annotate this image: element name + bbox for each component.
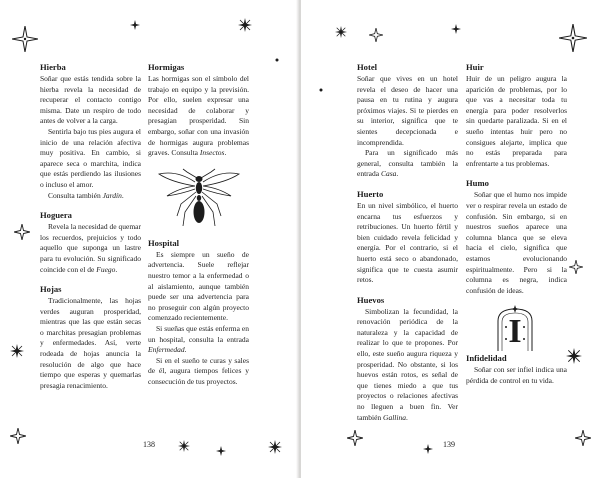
entry-huevos bbox=[357, 295, 458, 424]
outline-star-icon bbox=[569, 260, 583, 274]
four-point-star-icon bbox=[559, 24, 587, 52]
entry-hojas bbox=[40, 284, 141, 391]
right-column-2 bbox=[466, 62, 567, 395]
entry-text: Simbolizan la fecundidad, la renovación periódica de la naturaleza y la capacidad de realizar lo que te propones. Por ello, este sueño augura riqueza y prosperidad. No obstante, si los huevos están rotos, es señal de que tienes miedo a que tus proyectos o relaciones afectivas no lleguen a buen fin. Ver también Gallina. bbox=[357, 306, 458, 422]
entry-term: Hojas bbox=[40, 284, 62, 295]
dot-star-icon bbox=[275, 58, 279, 62]
entry-text: Soñar que vives en un hotel revela el deseo de hacer una pausa en tu rutina y augura próximos viajes. Si te pierdes en su interior, significa que te sientes decepcionada e incomprendida. bbox=[357, 74, 458, 147]
entry-hierba bbox=[40, 62, 141, 201]
outline-star-icon bbox=[575, 430, 591, 446]
entry-hospital bbox=[148, 238, 249, 388]
outline-star-icon bbox=[347, 430, 363, 446]
star-burst-icon bbox=[335, 26, 347, 38]
entry-text: Si sueñas que estás enferma en un hospital, consulta la entrada Enfermedad. bbox=[148, 323, 249, 355]
entry-huir bbox=[466, 62, 567, 169]
right-column-1 bbox=[357, 62, 458, 432]
entry-hotel bbox=[357, 62, 458, 180]
entry-text: Las hormigas son el símbolo del trabajo en equipo y la previsión. Por ello, suelen expresar una necesidad de colaborar y presagian prosperidad. Sin embargo, soñar con una invasión de hormigas augura problemas graves. Consulta Insectos. bbox=[148, 74, 249, 158]
entry-text: Si en el sueño te curas y sales de él, augura tiempos felices y consecución de tus proyectos. bbox=[148, 355, 249, 386]
entry-text: Para un significado más general, consulta también la entrada Casa. bbox=[357, 148, 458, 179]
star-burst-icon bbox=[566, 348, 582, 364]
left-column-2 bbox=[148, 62, 249, 396]
four-point-star-icon bbox=[12, 26, 38, 52]
entry-term: Hotel bbox=[357, 62, 378, 72]
entry-hormigas bbox=[148, 62, 249, 159]
dot-star-icon bbox=[319, 88, 323, 92]
star-burst-icon bbox=[238, 18, 252, 32]
entry-text: Soñar con ser infiel indica una pérdida de control en tu vida. bbox=[466, 365, 567, 385]
entry-text: Consulta también Jardín. bbox=[48, 190, 124, 200]
entry-term: Hospital bbox=[148, 237, 180, 248]
entry-term: Hoguera bbox=[40, 210, 72, 221]
page-number: 139 bbox=[443, 440, 455, 449]
entry-term: Humo bbox=[466, 178, 489, 189]
sparkle-icon bbox=[451, 24, 461, 34]
entry-term: Hormigas bbox=[148, 62, 185, 72]
page-number: 138 bbox=[143, 440, 155, 449]
star-burst-icon bbox=[268, 440, 282, 454]
star-burst-icon bbox=[178, 440, 190, 452]
entry-huerto bbox=[357, 189, 458, 286]
letter-i-ornament bbox=[466, 305, 567, 351]
left-page bbox=[0, 0, 299, 478]
entry-text: En un nivel simbólico, el huerto encarna tus esfuerzos y retribuciones. Un huerto fértil y bien cuidado revela felicidad y energía. Por el contrario, si el huerto está seco o abandonado, significa que te cuesta asumir retos. bbox=[357, 200, 458, 285]
entry-term: Hierba bbox=[40, 62, 66, 72]
entry-text: Soñar que el humo nos impide ver o respirar revela un estado de confusión. Sin embargo, si en nuestros sueños aparece una columna blanca que se eleva hacia el cielo, significa que estamos evolucionando espiritualmente. Pero si la columna es negra, indica confusión de ideas. bbox=[466, 190, 567, 295]
ant-illustration bbox=[157, 168, 241, 234]
outline-star-icon bbox=[369, 28, 383, 42]
entry-text: Tradicionalmente, las hojas verdes auguran prosperidad, mientras que las que están secas o marchitas presagian problemas y enfermedades. Así, verte rodeada de hojas anuncia la resolución de algo que hace tiempo que esperas y quemarlas presagia renacimiento. bbox=[40, 296, 141, 390]
sparkle-icon bbox=[130, 20, 140, 30]
sparkle-icon bbox=[423, 444, 433, 454]
right-page bbox=[301, 0, 600, 478]
star-burst-icon bbox=[10, 344, 24, 358]
entry-text: Sentirla bajo tus pies augura el inicio de una relación afectiva muy positiva. En cambio, si aparece seca o marchita, indica que estás perdiendo las ilusiones o incluso el amor. bbox=[40, 126, 141, 189]
entry-term: Huerto bbox=[357, 188, 384, 199]
entry-humo bbox=[466, 178, 567, 296]
entry-text: Soñar que estás tendida sobre la hierba revela la necesidad de recuperar el contacto contigo misma. Date un respiro de todo antes de volver a la carga. bbox=[40, 74, 141, 126]
entry-text: Revela la necesidad de quemar los recuerdos, prejuicios y todo aquello que suponga un lastre para tu evolución. Su significado coincide con el de Fuego. bbox=[40, 222, 141, 274]
left-column-1 bbox=[40, 62, 141, 400]
entry-text: Huir de un peligro augura la aparición de problemas, por lo que vas a necesitar toda tu energía para poder resolverlos sin quedarte paralizada. Si en el sueño intentas huir pero no consigues alejarte, implica que no estás preparada para enfrentarte a tus problemas. bbox=[466, 74, 567, 168]
entry-term: Huevos bbox=[357, 294, 385, 305]
sparkle-icon bbox=[216, 446, 226, 456]
section-letter: I bbox=[508, 313, 522, 351]
entry-infidelidad bbox=[466, 353, 567, 386]
entry-text: Es siempre un sueño de advertencia. Suele reflejar nuestro temor a la enfermedad o al aislamiento, aunque también puede ser una advertencia para no proseguir con algún proyecto comenzado recientemente. bbox=[148, 249, 249, 323]
entry-hoguera bbox=[40, 210, 141, 275]
outline-star-icon bbox=[14, 224, 30, 240]
entry-term: Infidelidad bbox=[466, 353, 507, 364]
entry-term: Huir bbox=[466, 62, 484, 72]
outline-star-icon bbox=[10, 428, 26, 444]
